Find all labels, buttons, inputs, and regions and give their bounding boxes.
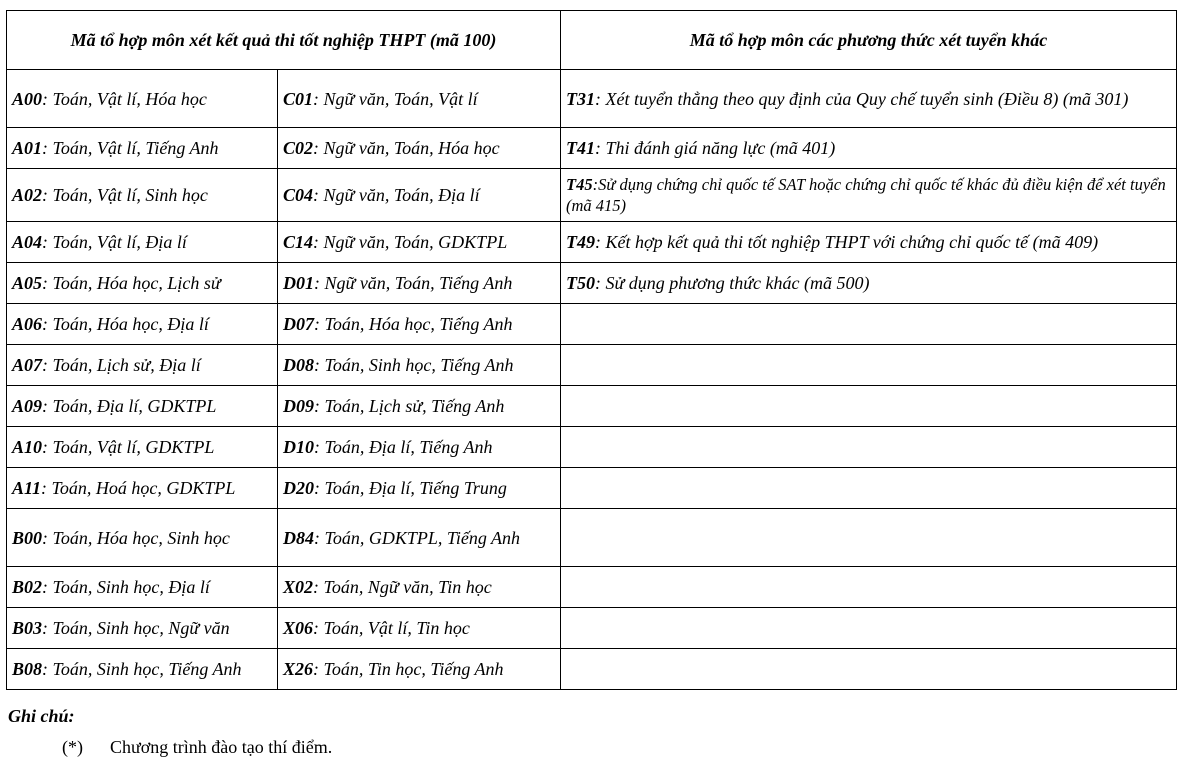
cell <box>278 70 561 128</box>
table-row <box>7 386 1177 427</box>
header-left: Mã tổ hợp môn xét kết quả thi tốt nghiệp THPT (mã 100) <box>7 11 561 70</box>
cell <box>7 263 278 304</box>
cell <box>7 345 278 386</box>
combo-code: X26 <box>283 659 314 679</box>
combo-code: D09 <box>283 396 314 416</box>
combo-code: B00 <box>12 527 43 548</box>
note-text: Chương trình đào tạo thí điểm. <box>110 737 333 757</box>
cell <box>278 263 561 304</box>
combo-code: D20 <box>283 478 314 498</box>
cell <box>278 649 561 690</box>
cell <box>7 427 278 468</box>
cell <box>7 386 278 427</box>
combo-subjects: : Toán, Vật lí, Tin học <box>313 618 470 638</box>
cell <box>561 128 1177 169</box>
combo-subjects: : Toán, Địa lí, Tiếng Anh <box>314 437 493 457</box>
cell <box>278 509 561 567</box>
combo-code: C02 <box>283 138 314 158</box>
table-row <box>7 468 1177 509</box>
method-code: T31 <box>566 88 595 109</box>
cell <box>278 345 561 386</box>
method-text: : Sử dụng phương thức khác (mã 500) <box>595 273 870 293</box>
combo-subjects: : Toán, Hóa học, Tiếng Anh <box>314 314 513 334</box>
cell <box>7 567 278 608</box>
empty-cell <box>561 304 1177 345</box>
cell <box>278 386 561 427</box>
cell <box>561 169 1177 222</box>
method-text: : Kết hợp kết quả thi tốt nghiệp THPT với chứng chỉ quốc tế (mã 409) <box>595 232 1099 252</box>
cell <box>7 608 278 649</box>
method-code: T50 <box>566 273 595 293</box>
cell <box>7 128 278 169</box>
cell <box>278 222 561 263</box>
combo-code: B08 <box>12 659 43 679</box>
combo-code: D01 <box>283 273 314 293</box>
empty-cell <box>561 649 1177 690</box>
table-row <box>7 649 1177 690</box>
cell <box>278 304 561 345</box>
combo-subjects: : Toán, Vật lí, Tiếng Anh <box>42 138 219 158</box>
combo-subjects: : Ngữ văn, Toán, Hóa học <box>313 138 500 158</box>
combo-subjects: : Toán, GDKTPL, Tiếng Anh <box>314 527 521 548</box>
combo-subjects: : Toán, Hoá học, GDKTPL <box>41 478 236 498</box>
combo-code: A05 <box>12 273 43 293</box>
combo-subjects: : Toán, Địa lí, Tiếng Trung <box>314 478 507 498</box>
combo-subjects: : Toán, Vật lí, Địa lí <box>42 232 187 252</box>
cell <box>7 649 278 690</box>
combo-code: C04 <box>283 185 314 205</box>
cell <box>7 509 278 567</box>
combo-code: A07 <box>12 355 43 375</box>
cell <box>278 128 561 169</box>
combo-code: D84 <box>283 527 314 548</box>
method-code: T41 <box>566 138 595 158</box>
cell <box>278 608 561 649</box>
table-row <box>7 169 1177 222</box>
combo-subjects: : Ngữ văn, Toán, Tiếng Anh <box>314 273 513 293</box>
combo-code: C14 <box>283 232 314 252</box>
empty-cell <box>561 386 1177 427</box>
combo-code: A11 <box>12 478 42 498</box>
method-text: : Xét tuyển thẳng theo quy định của Quy chế tuyển sinh (Điều 8) (mã 301) <box>595 88 1129 109</box>
combo-code: C01 <box>283 88 314 109</box>
combo-subjects: : Toán, Lịch sử, Địa lí <box>42 355 201 375</box>
cell <box>278 427 561 468</box>
combo-code: A00 <box>12 88 43 109</box>
table-row <box>7 567 1177 608</box>
combo-code: X02 <box>283 577 314 597</box>
cell <box>561 263 1177 304</box>
cell <box>7 70 278 128</box>
empty-cell <box>561 567 1177 608</box>
combo-subjects: : Toán, Tin học, Tiếng Anh <box>313 659 504 679</box>
subject-combination-table <box>6 10 1177 690</box>
table-row <box>7 427 1177 468</box>
cell <box>7 468 278 509</box>
empty-cell <box>561 608 1177 649</box>
combo-code: D10 <box>283 437 314 457</box>
combo-subjects: : Toán, Sinh học, Tiếng Anh <box>314 355 514 375</box>
combo-subjects: : Toán, Ngữ văn, Tin học <box>313 577 492 597</box>
notes-title: Ghi chú: <box>8 706 75 726</box>
combo-subjects: : Toán, Hóa học, Địa lí <box>42 314 209 334</box>
combo-code: A09 <box>12 396 43 416</box>
cell <box>561 70 1177 128</box>
cell <box>278 468 561 509</box>
combo-subjects: : Ngữ văn, Toán, Địa lí <box>313 185 480 205</box>
cell <box>278 567 561 608</box>
combo-code: A04 <box>12 232 43 252</box>
combo-subjects: : Ngữ văn, Toán, GDKTPL <box>313 232 508 252</box>
combo-subjects: : Toán, Vật lí, GDKTPL <box>42 437 215 457</box>
empty-cell <box>561 345 1177 386</box>
table-row <box>7 70 1177 128</box>
combo-code: A02 <box>12 185 43 205</box>
header-right: Mã tổ hợp môn các phương thức xét tuyển khác <box>561 11 1177 70</box>
method-text: :Sử dụng chứng chỉ quốc tế SAT hoặc chứng chỉ quốc tế khác đủ điều kiện để xét tuyển (mã 415) <box>566 175 1166 215</box>
cell <box>7 304 278 345</box>
combo-subjects: : Toán, Sinh học, Ngữ văn <box>42 618 230 638</box>
combo-subjects: : Ngữ văn, Toán, Vật lí <box>313 88 478 109</box>
combo-subjects: : Toán, Vật lí, Hóa học <box>42 88 207 109</box>
method-text: : Thi đánh giá năng lực (mã 401) <box>595 138 836 158</box>
table-row <box>7 128 1177 169</box>
combo-subjects: : Toán, Vật lí, Sinh học <box>42 185 208 205</box>
empty-cell <box>561 509 1177 567</box>
method-code: T45 <box>566 175 593 194</box>
combo-subjects: : Toán, Sinh học, Tiếng Anh <box>42 659 242 679</box>
table-row <box>7 509 1177 567</box>
combo-code: B03 <box>12 618 43 638</box>
table-row <box>7 608 1177 649</box>
table-row <box>7 222 1177 263</box>
combo-subjects: : Toán, Hóa học, Sinh học <box>42 527 230 548</box>
combo-subjects: : Toán, Hóa học, Lịch sử <box>42 273 221 293</box>
empty-cell <box>561 468 1177 509</box>
cell <box>7 222 278 263</box>
combo-subjects: : Toán, Địa lí, GDKTPL <box>42 396 217 416</box>
cell <box>7 169 278 222</box>
note-item <box>62 737 332 758</box>
combo-subjects: : Toán, Sinh học, Địa lí <box>42 577 210 597</box>
method-code: T49 <box>566 232 595 252</box>
combo-code: B02 <box>12 577 43 597</box>
table-row <box>7 304 1177 345</box>
combo-code: A10 <box>12 437 43 457</box>
cell <box>278 169 561 222</box>
combo-code: A06 <box>12 314 43 334</box>
cell <box>561 222 1177 263</box>
empty-cell <box>561 427 1177 468</box>
header-row <box>7 11 1177 70</box>
combo-code: D07 <box>283 314 314 334</box>
table-row <box>7 263 1177 304</box>
combo-subjects: : Toán, Lịch sử, Tiếng Anh <box>314 396 505 416</box>
note-mark: (*) <box>62 737 83 757</box>
combo-code: D08 <box>283 355 314 375</box>
table-row <box>7 345 1177 386</box>
combo-code: A01 <box>12 138 43 158</box>
combo-code: X06 <box>283 618 314 638</box>
